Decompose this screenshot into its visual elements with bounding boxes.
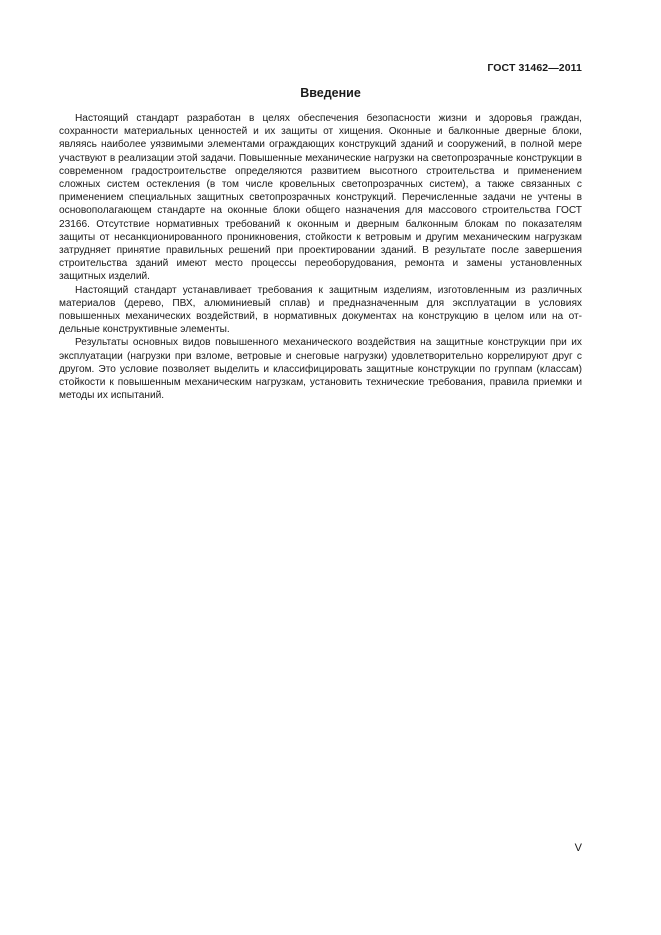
section-title: Введение — [300, 86, 361, 100]
paragraph-2: Настоящий стандарт устанавливает требования к защитным изделиям, изготовленным из различных материалов (дерево, ПВХ, алюминиевый сплав) и предназначенным для эксплуатации в условиях повышенных механических воздействий, в нормативных документах на конструкцию в целом или на отдельные конструктивные элементы. — [59, 284, 582, 336]
body-text — [59, 112, 582, 402]
page-number: V — [574, 842, 582, 854]
paragraph-3: Результаты основных видов повышенного механического воздействия на защитные конструкции при их эксплуатации (нагрузки при взломе, ветровые и снеговые нагрузки) удовлетворительно коррелируют друг с другом. Это условие позволяет выделить и классифицировать защитные конструкции по группам (классам) стойкости к повышенным механическим нагрузкам, установить технические требования, правила приемки и методы их испытаний. — [59, 337, 582, 402]
document-id: ГОСТ 31462—2011 — [487, 62, 582, 74]
paragraph-1: Настоящий стандарт разработан в целях обеспечения безопасности жизни и здоровья граждан, сохранности материальных ценностей и их защиты от хищения. Оконные и балконные дверные блоки, являясь наиболее уязвимыми элементами ограждающих конструкций зданий и сооружений, в полной мере участвуют в реализации этой задачи. Повышенные механические нагрузки на светопрозрачные конструкции в современном градостроительстве определяются развитием высотного строительства и применением сложных систем остекления (в том числе кровельных светопрозрачных систем), а также связанных с применением специальных защитных светопрозрачных конструкций. Перечисленные задачи не учтены в основополагающем стандарте на оконные блоки общего назначения для массового строительства ГОСТ 23166. Отсутствие нормативных требований к оконным и дверным балконным блокам по показателям защиты от несанкционированного проникновения, стойкости к ветровым и другим механическим нагрузкам затрудняет принятие правильных решений при проектировании зданий. В результате после завершения строительства зданий имеют место процессы переоборудования, ремонта и замены установленных защитных изделий. — [59, 113, 582, 283]
